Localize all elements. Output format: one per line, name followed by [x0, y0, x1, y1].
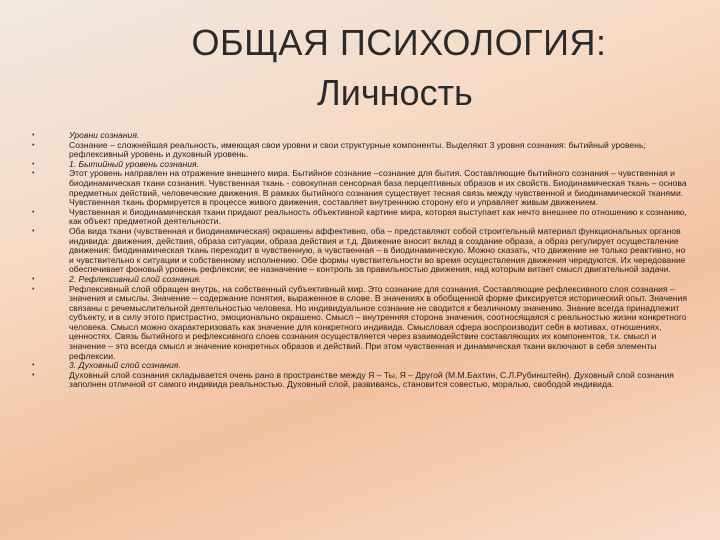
slide-title: ОБЩАЯ ПСИХОЛОГИЯ:	[191, 22, 607, 63]
list-item-text: 2. Рефлексивный слой сознания.	[69, 273, 202, 284]
list-item-text: Чувственная и биодинамическая ткани придают реальность объективной картине мира, которая выступает как нечто внешнее по отношению к сознанию, как объект предметной деятельности.	[69, 206, 687, 227]
bullet-icon: •	[32, 170, 35, 178]
list-item-text: 1. Бытийный уровень сознания.	[69, 158, 199, 169]
bullet-icon: •	[32, 132, 35, 139]
bullet-icon: •	[32, 227, 35, 235]
bullet-icon: •	[32, 160, 35, 168]
slide-subtitle: Личность	[317, 72, 473, 113]
bullet-icon: •	[32, 362, 35, 370]
bullet-icon: •	[32, 275, 35, 283]
list-item	[32, 141, 692, 160]
list-item	[32, 227, 692, 275]
bullet-icon: •	[32, 371, 35, 379]
list-item-text: Духовный слой сознания складывается очень рано в пространстве между Я – Ты, Я – Другой (М.М.Бахтин, С.Л.Рубинштейн). Духовный слой сознания заполнен отличной от самого индивида реальностью. Духовный слой, развиваясь, становится совестью, моралью, свободой индивида.	[69, 369, 674, 390]
bullet-icon: •	[32, 208, 35, 216]
bullet-icon: •	[32, 141, 35, 149]
bullet-list	[32, 131, 692, 390]
list-item-text: Рефлексивный слой обращен внутрь, на собственный субъективный мир. Это сознание для сознания. Составляющие рефлексивного слоя сознания – значения и смыслы. Значение – содержание понятия, выраженное в слове. В значениях в обобщенной форме фиксируется исторический опыт. Значения связаны с речемыслительной деятельностью человека. Но индивидуальное сознание не сводится к безличному значению. Знание всегда принадлежит субъекту, и в силу этого пристрастно, эмоционально окрашено. Смысл – внутренняя сторона значения, соотносящаяся с реальностью жизни конкретного человека. Смысл можно охарактеризовать как значение для конкретного индивида. Смысловая сфера воспроизводит себя в мотивах, отношениях, ценностях. Связь бытийного и рефлексивного слоев сознания осуществляется через взаимодействие составляющих их компонентов, т.к. смысл и значение – это всегда смысл и значение конкретных образов и действий. При этом чувственная и динамическая ткани включают в себя элементы рефлексии.	[69, 283, 687, 361]
list-item-text: Уровни сознания.	[69, 130, 140, 140]
list-item	[32, 169, 692, 207]
list-item-text: Этот уровень направлен на отражение внешнего мира. Бытийное сознание –сознание для бытия. Составляющие бытийного сознания – чувственная и биодинамическая ткани сознания. Чувственная ткань - совокупная сенсорная база перцептивных образов и их свойств. Биодинамическая ткань – основа предметных действий, человеческие движения. В рамках бытийного сознания существует тесная связь между чувственной и биодинамической тканями. Чувственная ткань формируется в процессе живого движения, составляет внутреннюю сторону его и управляет живым движением.	[69, 168, 687, 208]
list-item-text: Сознание – сложнейшая реальность, имеющая свои уровни и свои структурные компоненты. Выделяют 3 уровня сознания: бытийный уровень; рефлексивный уровень и духовный уровень.	[69, 139, 646, 160]
list-item	[32, 371, 692, 390]
list-item-text: Оба вида ткани (чувственная и биодинамическая) окрашены аффективно, оба – представляют собой строительный материал функциональных органов индивида: движения, действия, образа ситуации, образа действия и т.д. Движение вносит вклад в создание образа, а образ регулирует осуществление движения: биодинамическая ткань переходит в чувственную, а чувственная – в биодинамическую. Можно сказать, что движение не только реактивно, но и чувствительно к ситуации и собственному исполнению. Обе формы чувствительности во время осуществления движения чередуются. Их чередование обеспечивает фоновый уровень рефлексии; ее назначение – контроль за правильностью движения, над которым витает смысл двигательной задачи.	[69, 225, 686, 275]
list-item	[32, 208, 692, 227]
list-item-text: 3. Духовный слой сознания.	[69, 360, 181, 371]
bullet-icon: •	[32, 285, 35, 293]
list-item	[32, 285, 692, 362]
